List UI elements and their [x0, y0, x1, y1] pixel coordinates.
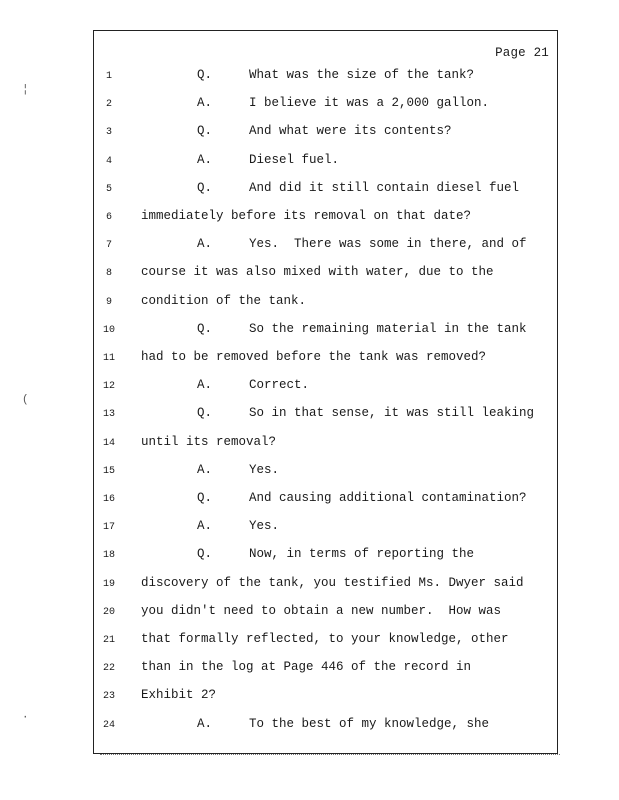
- line-number: 10: [102, 324, 115, 336]
- transcript-line: [94, 546, 559, 566]
- answer-marker: A.: [197, 237, 213, 252]
- line-number: 18: [102, 550, 115, 562]
- transcript-line: [94, 603, 559, 623]
- line-text: condition of the tank.: [141, 293, 307, 308]
- line-number: 17: [102, 522, 115, 534]
- answer-marker: A.: [197, 378, 213, 393]
- transcript-line: [94, 67, 559, 87]
- line-text: Exhibit 2?: [141, 688, 217, 703]
- line-text: immediately before its removal on that date?: [141, 209, 472, 223]
- line-text: And what were its contents?: [249, 124, 452, 139]
- line-text: Now, in terms of reporting the: [249, 547, 475, 562]
- line-number: 6: [105, 212, 112, 223]
- line-number: 19: [102, 578, 115, 590]
- transcript-line: [94, 264, 559, 284]
- transcript-page: [93, 30, 558, 754]
- transcript-line: [94, 123, 559, 143]
- margin-tick-mark: ·: [22, 712, 29, 724]
- transcript-line: [94, 349, 559, 369]
- transcript-line: [94, 687, 559, 707]
- line-number: 5: [105, 183, 112, 195]
- answer-marker: A.: [197, 152, 213, 167]
- transcript-line: [94, 434, 559, 454]
- answer-marker: A.: [197, 519, 213, 534]
- line-text: course it was also mixed with water, due to the: [141, 265, 494, 280]
- line-number: 9: [105, 296, 112, 308]
- line-text: that formally reflected, to your knowledge, other: [141, 632, 509, 646]
- line-text: And did it still contain diesel fuel: [249, 180, 520, 195]
- line-text: than in the log at Page 446 of the record in: [141, 660, 472, 675]
- margin-tick-mark: ¦: [22, 84, 29, 96]
- transcript-line: [94, 236, 559, 256]
- footer-rule: [100, 754, 560, 757]
- transcript-line: [94, 490, 559, 510]
- line-number: 12: [102, 381, 115, 393]
- line-number: 23: [102, 691, 115, 703]
- line-number: 3: [105, 127, 112, 139]
- transcript-line: [94, 405, 559, 425]
- line-number: 22: [102, 663, 115, 675]
- line-number: 8: [105, 268, 112, 280]
- page-number: Page 21: [495, 46, 549, 60]
- line-text: you didn't need to obtain a new number. How was: [141, 603, 502, 618]
- question-marker: Q.: [197, 180, 213, 195]
- transcript-line: [94, 321, 559, 341]
- transcript-line: [94, 293, 559, 313]
- transcript-line: [94, 462, 559, 482]
- transcript-line: [94, 575, 559, 595]
- question-marker: Q.: [197, 491, 213, 505]
- line-text: I believe it was a 2,000 gallon.: [249, 96, 490, 111]
- line-number: 15: [102, 465, 115, 477]
- line-text: until its removal?: [141, 434, 277, 449]
- transcript-line: [94, 659, 559, 679]
- line-text: And causing additional contamination?: [249, 491, 527, 505]
- line-text: To the best of my knowledge, she: [249, 716, 490, 731]
- answer-marker: A.: [197, 462, 213, 477]
- transcript-line: [94, 716, 559, 736]
- question-marker: Q.: [197, 68, 213, 82]
- line-number: 21: [102, 635, 115, 646]
- answer-marker: A.: [197, 96, 213, 111]
- question-marker: Q.: [197, 547, 213, 562]
- line-text: So in that sense, it was still leaking: [249, 406, 535, 421]
- line-number: 20: [102, 606, 115, 618]
- line-text: So the remaining material in the tank: [249, 321, 527, 336]
- line-text: Yes.: [249, 462, 280, 477]
- answer-marker: A.: [197, 716, 213, 731]
- transcript-line: [94, 631, 559, 651]
- line-number: 4: [105, 155, 112, 167]
- line-text: Correct.: [249, 378, 310, 393]
- line-text: discovery of the tank, you testified Ms. Dwyer said: [141, 575, 524, 590]
- question-marker: Q.: [197, 406, 213, 421]
- margin-tick-mark: (: [22, 394, 29, 406]
- transcript-line: [94, 518, 559, 538]
- line-number: 16: [102, 494, 115, 505]
- question-marker: Q.: [197, 321, 213, 336]
- line-text: had to be removed before the tank was removed?: [141, 350, 487, 364]
- line-text: Yes.: [249, 519, 280, 534]
- line-number: 13: [102, 409, 115, 421]
- line-number: 1: [105, 71, 112, 82]
- transcript-line: [94, 95, 559, 115]
- line-text: Yes. There was some in there, and of: [249, 237, 527, 252]
- transcript-line: [94, 377, 559, 397]
- question-marker: Q.: [197, 124, 213, 139]
- transcript-line: [94, 152, 559, 172]
- line-number: 7: [105, 240, 112, 252]
- line-number: 14: [102, 437, 115, 449]
- transcript-line: [94, 208, 559, 228]
- line-number: 2: [105, 99, 112, 111]
- line-number: 11: [102, 353, 115, 364]
- line-number: 24: [102, 719, 115, 731]
- transcript-line: [94, 180, 559, 200]
- line-text: Diesel fuel.: [249, 152, 340, 167]
- line-text: What was the size of the tank?: [249, 68, 475, 82]
